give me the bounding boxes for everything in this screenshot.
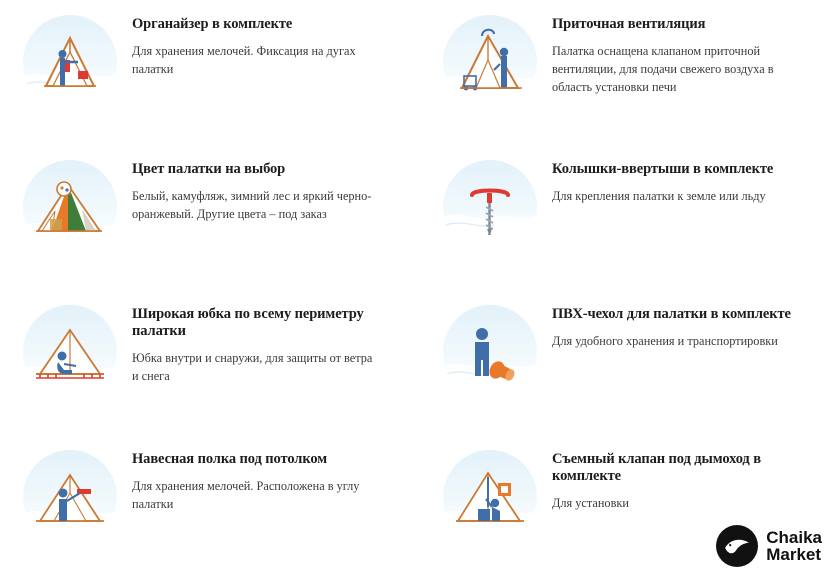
ground-screw-peg-icon [442, 159, 538, 255]
feature-title: Цвет палатки на выбор [132, 161, 286, 177]
feature-text [538, 445, 826, 512]
feature-desc: Для установки [552, 496, 629, 510]
feature-card-pegs [420, 145, 840, 290]
feature-text [538, 10, 802, 96]
feature-desc: Белый, камуфляж, зимний лес и яркий черно-оранжевый. Другие цвета – под заказ [132, 189, 372, 221]
tent-with-ventilation-icon [442, 14, 538, 110]
feature-title: ПВХ-чехол для палатки в комплекте [552, 306, 791, 322]
feature-card-ventilation [420, 0, 840, 145]
tent-skirt-icon [22, 304, 118, 400]
feature-desc: Для крепления палатки к земле или льду [552, 189, 766, 203]
feature-card-organizer [0, 0, 420, 145]
tent-ceiling-shelf-icon [22, 449, 118, 545]
feature-title: Органайзер в комплекте [132, 16, 293, 32]
feature-card-colors [0, 145, 420, 290]
chaika-bird-icon [716, 525, 758, 567]
feature-desc: Палатка оснащена клапаном приточной вентиляции, для подачи свежего воздуха в область установки печи [552, 44, 774, 94]
pvc-cover-bag-icon [442, 304, 538, 400]
tent-with-organizer-icon [22, 14, 118, 110]
feature-text [538, 155, 773, 205]
feature-desc: Для хранения мелочей. Фиксация на дугах палатки [132, 44, 356, 76]
feature-desc: Юбка внутри и снаружи, для защиты от ветра и снега [132, 351, 373, 383]
feature-desc: Для хранения мелочей. Расположена в углу палатки [132, 479, 360, 511]
brand-logo-text [766, 529, 822, 564]
tent-chimney-valve-icon [442, 449, 538, 545]
feature-title: Съемный клапан под дымоход в комплекте [552, 451, 761, 484]
feature-card-pvc-cover [420, 290, 840, 435]
tent-color-palette-icon [22, 159, 118, 255]
feature-desc: Для удобного хранения и транспортировки [552, 334, 778, 348]
feature-card-ceiling-shelf [0, 435, 420, 581]
feature-title: Широкая юбка по всему периметру палатки [132, 306, 364, 339]
feature-text [538, 300, 791, 350]
feature-card-skirt [0, 290, 420, 435]
feature-text [118, 445, 382, 513]
feature-title: Приточная вентиляция [552, 16, 706, 32]
brand-line-1: Chaika [766, 527, 822, 547]
feature-title: Колышки-ввертыши в комплекте [552, 161, 774, 177]
feature-text [118, 155, 382, 223]
feature-title: Навесная полка под потолком [132, 451, 328, 467]
brand-line-2: Market [766, 545, 822, 564]
feature-text [118, 300, 406, 385]
feature-text [118, 10, 382, 78]
brand-logo [716, 525, 822, 567]
